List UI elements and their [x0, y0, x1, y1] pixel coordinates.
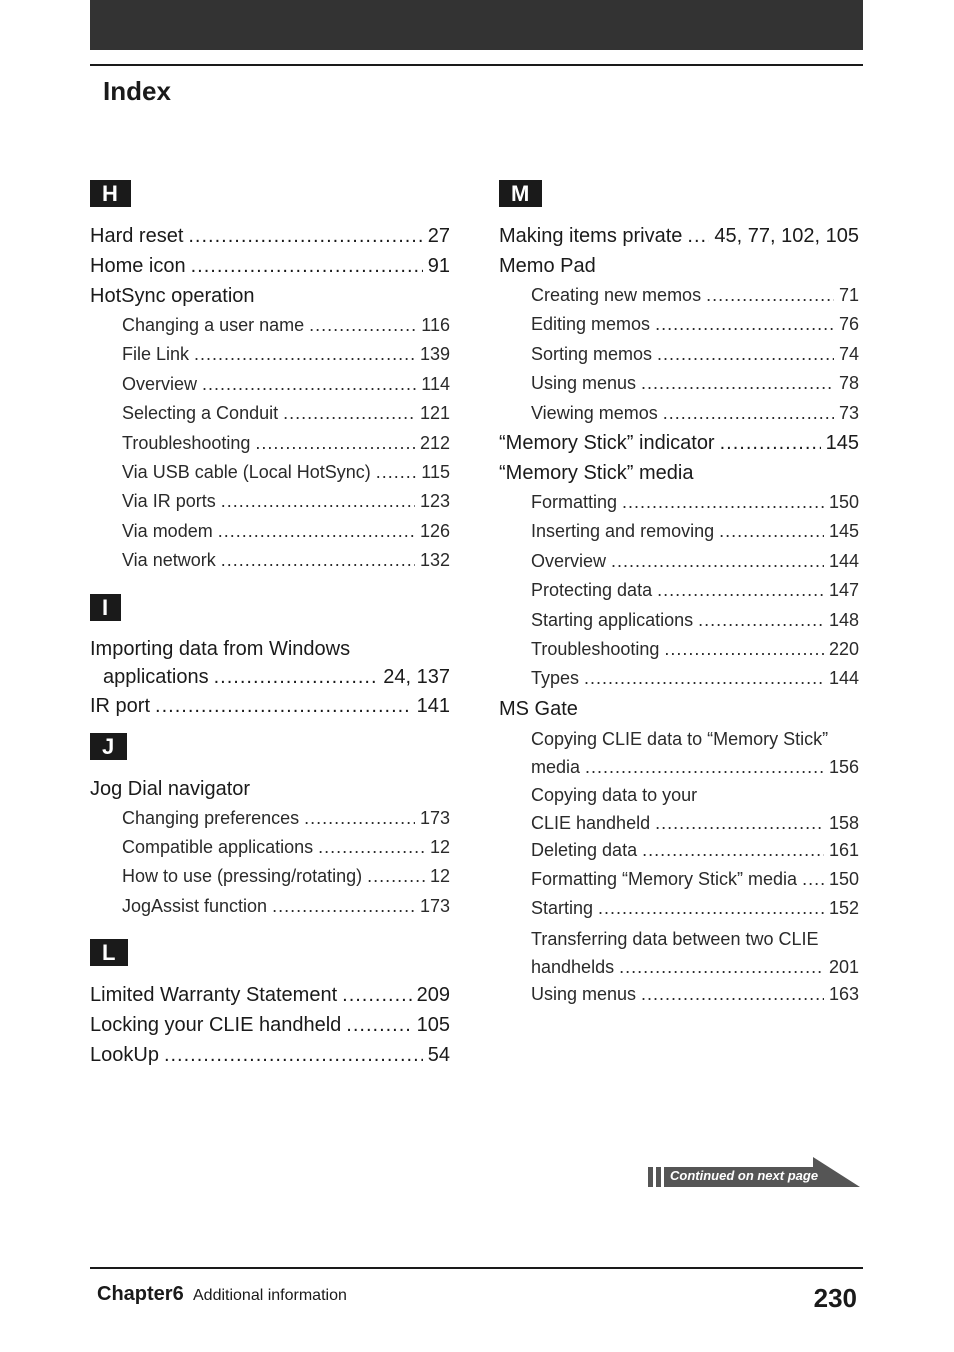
index-subentry: Using menus ..... 78 [499, 369, 859, 398]
index-subentry: Via network ..... 132 [90, 546, 450, 575]
index-entry-locking: Locking your CLIE handheld ..... 105 [90, 1010, 450, 1040]
section-letter-i: I [90, 594, 121, 621]
index-subentry: Types ..... 144 [499, 664, 859, 693]
continued-badge [648, 1157, 860, 1187]
page-number: 230 [813, 1283, 857, 1313]
index-subentry: Compatible applications ..... 12 [90, 833, 450, 862]
index-subentry: File Link ..... 139 [90, 340, 450, 369]
index-subentry: Editing memos ..... 76 [499, 310, 859, 339]
index-subentry: Formatting “Memory Stick” media ..... 150 [499, 865, 859, 894]
footer-section: Additional information [193, 1287, 347, 1304]
section-letter-j: J [90, 733, 127, 760]
index-subentry: Starting applications ..... 148 [499, 606, 859, 635]
footer-chapter: Chapter6 [97, 1283, 184, 1305]
index-subentry: Troubleshooting ..... 220 [499, 635, 859, 664]
index-subentry: Copying CLIE data to “Memory Stick” [531, 728, 829, 749]
entry-term: Home icon [90, 255, 186, 277]
header-bar [90, 0, 863, 50]
index-entry-ms-gate: MS Gate [499, 697, 578, 720]
index-subentry: Creating new memos ..... 71 [499, 281, 859, 310]
entry-page: 91 [427, 255, 450, 277]
index-subentry: Overview ..... 114 [90, 370, 450, 399]
entry-page: 27 [427, 225, 450, 247]
index-entry-importing-cont: applications ..... 24, 137 [90, 663, 450, 691]
index-entry-ms-indicator: “Memory Stick” indicator ..... 145 [499, 428, 859, 458]
index-subentry: Via modem ..... 126 [90, 517, 450, 546]
index-subentry-cont: media ..... 156 [499, 754, 859, 780]
index-subentry: Sorting memos ..... 74 [499, 340, 859, 369]
index-entry-hard-reset [90, 221, 450, 251]
entry-term: Hard reset [90, 225, 184, 247]
index-subentry: Changing preferences ..... 173 [90, 804, 450, 833]
index-entry-memo-pad: Memo Pad [499, 255, 596, 277]
index-entry-private: Making items private ..... 45, 77, 102, 105 [499, 221, 859, 251]
index-subentry: Troubleshooting ..... 212 [90, 429, 450, 458]
footer-rule [90, 1267, 863, 1269]
page-title: Index [103, 76, 171, 106]
index-subentry: Transferring data between two CLIE [531, 928, 819, 949]
continued-label: Continued on next page [670, 1168, 819, 1183]
index-entry-ms-media: “Memory Stick” media [499, 461, 694, 484]
index-subentry: Viewing memos ..... 73 [499, 399, 859, 428]
header-rule [90, 64, 863, 66]
index-column-right [499, 180, 859, 1009]
index-entry-home-icon [90, 251, 450, 281]
index-entry-jog-dial: Jog Dial navigator [90, 777, 251, 800]
index-subentry-cont: handhelds ..... 201 [499, 954, 859, 980]
index-column-left [90, 180, 450, 1070]
index-subentry: JogAssist function ..... 173 [90, 892, 450, 921]
index-subentry: Starting ..... 152 [499, 894, 859, 923]
index-subentry: How to use (pressing/rotating) ..... 12 [90, 862, 450, 891]
index-subentry: Inserting and removing ..... 145 [499, 517, 859, 546]
index-subentry: Copying data to your [531, 784, 698, 805]
index-subentry: Via IR ports ..... 123 [90, 487, 450, 516]
section-letter-l: L [90, 939, 128, 966]
index-subentry: Formatting ..... 150 [499, 488, 859, 517]
index-subentry: Changing a user name ..... 116 [90, 311, 450, 340]
index-entry-importing: Importing data from Windows [90, 637, 351, 660]
index-entry-warranty: Limited Warranty Statement ..... 209 [90, 980, 450, 1010]
index-subentry: Deleting data ..... 161 [499, 836, 859, 865]
index-subentry: Using menus ..... 163 [499, 980, 859, 1009]
section-letter-h: H [90, 180, 131, 207]
index-entry-lookup: LookUp ..... 54 [90, 1040, 450, 1070]
index-subentry-cont: CLIE handheld ..... 158 [499, 810, 859, 836]
index-entry-hotsync: HotSync operation [90, 285, 255, 307]
index-subentry: Protecting data ..... 147 [499, 576, 859, 605]
index-subentry: Overview ..... 144 [499, 547, 859, 576]
index-subentry: Selecting a Conduit ..... 121 [90, 399, 450, 428]
index-subentry: Via USB cable (Local HotSync) ..... 115 [90, 458, 450, 487]
index-entry-ir-port: IR port ..... 141 [90, 691, 450, 721]
section-letter-m: M [499, 180, 542, 207]
